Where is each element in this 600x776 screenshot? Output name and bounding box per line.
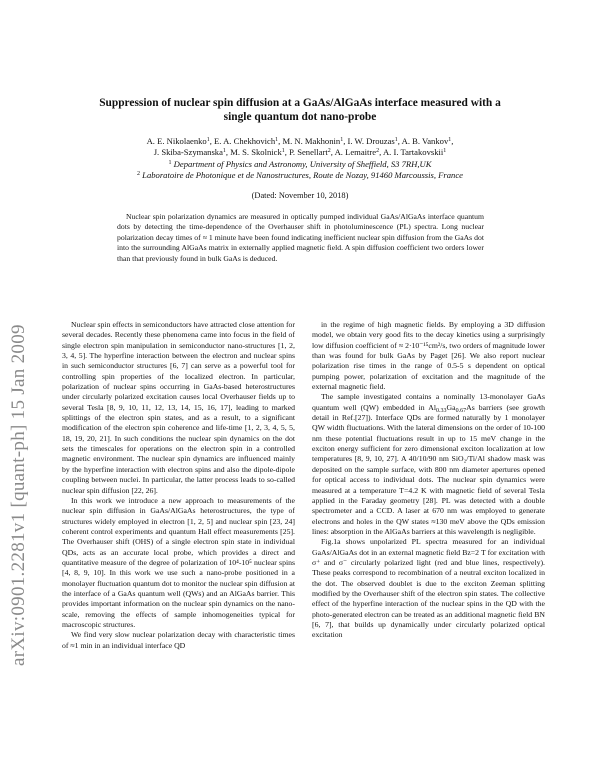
- paragraph: The sample investigated contains a nominally 13-monolayer GaAs quantum well (QW) embedded in $Al_{0.33}Ga_{0.67}As$ barriers (see growth detail in Ref.[27]). Interface QDs are formed naturally by 1 monolayer QW width fluctuations. With the lateral dimensions on the order of 10-100 nm these potential fluctuations result in up to 15 meV change in the exciton energy sufficient for zero dimensional exciton localization at low temperatures [8, 9, 10, 27]. A 40/10/90 nm SiO₂/Ti/Al shadow mask was deposited on the sample surface, with 800 nm diameter apertures opened for optical access to individual dots. The nuclear spin dynamics were measured at a temperature T=4.2 K with magnetic field of several Tesla applied in the Faraday geometry [28]. PL was detected with a double spectrometer and a CCD. A laser at 670 nm was employed to generate electrons and holes in the QW states ≈130 meV above the QDs emission lines: absorption in the AlGaAs barriers at this wavelength is negligible.: [312, 392, 545, 536]
- arxiv-identifier: arXiv:0901.2281v1 [quant-ph] 15 Jan 2009: [8, 324, 29, 666]
- author-line-2: J. Skiba-Szymanska$^1$, M. S. Skolnick$^1$, P. Senellart$^2$, A. Lemaitre$^2$, A. I. Tartakovskii$^1$: [153, 147, 447, 158]
- author: J. Skiba-Szymanska: [153, 147, 223, 158]
- affiliation-1: $^1$ Department of Physics and Astronomy, University of Sheffield, S3 7RH,UK: [168, 158, 432, 169]
- right-column: [312, 320, 545, 641]
- author-block: [60, 136, 540, 182]
- paragraph: Fig.1a shows unpolarized PL spectra measured for an individual GaAs/AlGaAs dot in an external magnetic field Bz=2 T for excitation with σ⁺ and σ⁻ circularly polarized light (red and blue lines, respectively). These peaks correspond to recombination of a neutral exciton localized in the dot. The observed doublet is due to the exciton Zeeman splitting modified by the Overhauser shift of the electron spin states. The collective effect of the hyperfine interaction of the nuclear spins in the QD with the photo-generated electron can be treated as an additional magnetic field BN [6, 7], that builds up dynamically under circularly polarized optical excitation: [312, 537, 545, 640]
- date-line: (Dated: November 10, 2018): [251, 191, 349, 200]
- author-line-1: A. E. Nikolaenko$^1$, E. A. Chekhovich$^1$, M. N. Makhonin$^1$, I. W. Drouzas$^1$, A. B. Vankov$^1$,: [146, 136, 454, 146]
- title-line-1: Suppression of nuclear spin diffusion at a GaAs/AlGaAs interface measured with a: [99, 97, 501, 109]
- author: I. W. Drouzas: [347, 136, 395, 146]
- author: M. N. Makhonin: [282, 136, 341, 146]
- author: A. Lemaitre: [334, 147, 377, 158]
- affiliation-2: $^2$ Laboratoire de Photonique et de Nanostructures, Route de Nozay, 91460 Marcoussis, France: [137, 170, 463, 181]
- author: A. I. Tartakovskii: [382, 147, 444, 158]
- abstract: Nuclear spin polarization dynamics are measured in optically pumped individual GaAs/AlGaAs interface quantum dots by detecting the time-dependence of the Overhauser shift in photoluminescence (PL) spectra. Long nuclear polarization decay times of ≈ 1 minute have been found indicating inefficient nuclear spin diffusion from the GaAs dot into the surrounding AlGaAs matrix in externally applied magnetic field. A spin diffusion coefficient two orders lower than that previously found in bulk GaAs is deduced.: [117, 212, 484, 263]
- author: A. B. Vankov: [401, 136, 449, 146]
- paragraph: in the regime of high magnetic fields. By employing a 3D diffusion model, we obtain very good fits to the decay kinetics using a surprisingly low diffusion coefficient of ≈ 2·10⁻¹⁵cm²/s, two orders of magnitude lower than was found for bulk GaAs by Paget [26]. We also report nuclear polarization rise times in the range of 0.5-5 s dependent on optical pumping power, polarization of excitation and the magnitude of the external magnetic field.: [312, 320, 545, 392]
- author: E. A. Chekhovich: [214, 136, 276, 146]
- author: M. S. Skolnick: [230, 147, 282, 158]
- paragraph: Nuclear spin effects in semiconductors have attracted close attention for several decades. Recently these phenomena came into focus in the field of single electron spin manipulation in semiconductor nano-structures [1, 2, 3, 4, 5]. The hyperfine interaction between the electron and nuclear spins in such semiconductor structures [6, 7] can serve as a powerful tool for controlling spin properties of the localized electron. In particular, polarization of nuclear spins occurring in GaAs-based heterostructures under circularly polarized excitation causes local Overhauser fields up to several Tesla [8, 9, 10, 11, 12, 13, 14, 15, 16, 17], leading to marked splittings of the electron spin states, and as a result, to a significant modification of the electron spin coherence and life-time [1, 2, 3, 4, 5, 5, 18, 19, 20, 21]. In such conditions the nuclear spin dynamics on the dot sets the timescales for operations on the electron spin in a controlled magnetic environment. The nuclear spin dynamics are influenced mainly by the hyperfine interaction with electron spins and also the dipole-dipole coupling between nuclei. In particular, the latter process leads to so-called nuclear spin diffusion [22, 26].: [62, 320, 295, 495]
- paragraph: In this work we introduce a new approach to measurements of the nuclear spin diffusion in GaAs/AlGaAs heterostructures, the type of structures widely employed in electron [1, 2, 5] and nuclear spin [23, 24] coherent control experiments and quantum Hall effect measurements [25]. The Overhauser shift (OHS) of a single electron spin state in individual QDs, acts as an accurate local probe, which provides a direct and quantitative measure of the degree of polarization of 10⁴-10⁵ nuclear spins [4, 8, 9, 10]. In this work we use such a nano-probe positioned in a monolayer fluctuation quantum dot to monitor the nuclear spin diffusion at the interface of a GaAs quantum well (QWs) and an AlGaAs barrier. This provides important information on the nuclear spin dynamics on the nano-scale, removing the effects of sample inhomogeneities typical for macroscopic structures.: [62, 495, 295, 629]
- author: A. E. Nikolaenko: [146, 136, 207, 146]
- paper-title: [60, 96, 540, 124]
- paragraph: We find very slow nuclear polarization decay with characteristic times of ≈1 min in an individual interface QD: [62, 630, 295, 650]
- left-column: [62, 320, 295, 651]
- title-line-2: single quantum dot nano-probe: [223, 111, 377, 123]
- author: P. Senellart: [289, 147, 328, 158]
